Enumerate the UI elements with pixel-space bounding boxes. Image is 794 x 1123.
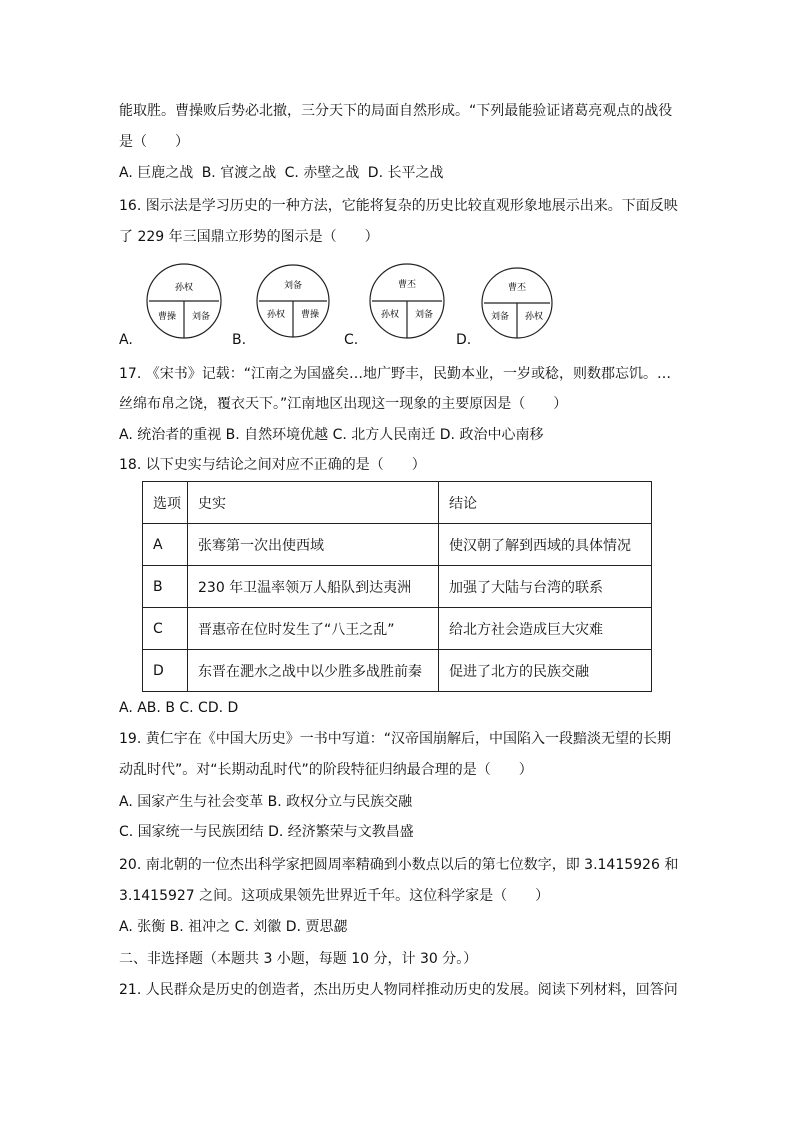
q16-diagram-a-letter: A. <box>119 332 133 348</box>
q21-line1: 21. 人民群众是历史的创造者，杰出历史人物同样推动历史的发展。阅读下列材料，回答问 <box>119 982 678 998</box>
q20-line2: 3.1415927 之间。这项成果领先世界近千年。这位科学家是（ ） <box>119 888 550 904</box>
q15-option-c: C. 赤壁之战 <box>284 165 360 181</box>
table-header-conclusion: 结论 <box>439 482 652 524</box>
q16-diagram-a-left: 曹操 <box>157 312 177 322</box>
q16-diagram-a-right: 刘备 <box>191 312 211 322</box>
table-cell-fact: 230 年卫温率领万人船队到达夷洲 <box>188 566 439 608</box>
q19-line1: 19. 黄仁宇在《中国大历史》一书中写道：“汉帝国崩解后，中国陷入一段黯淡无望的长期 <box>119 731 671 747</box>
q16-diagram-c-top: 曹丕 <box>397 280 417 290</box>
q16-diagram-c <box>369 263 445 339</box>
q16-diagram-b-left: 孙权 <box>266 310 286 320</box>
q20-options: A. 张衡 B. 祖冲之 C. 刘徽 D. 贾思勰 <box>119 919 348 935</box>
q16-diagram-b-letter: B. <box>232 332 247 348</box>
q16-diagram-a-top: 孙权 <box>174 283 194 293</box>
section-title: 二、非选择题（本题共 3 小题，每题 10 分，计 30 分。） <box>119 951 478 967</box>
q15-option-a: A. 巨鹿之战 <box>119 165 194 181</box>
table-cell-conclusion: 给北方社会造成巨大灾难 <box>439 608 652 650</box>
table-row <box>143 524 652 566</box>
q18-table <box>142 481 652 692</box>
table-cell-option: A <box>143 524 188 566</box>
q15-line2: 是（ ） <box>119 134 189 150</box>
q19-line2: 动乱时代”。对“长期动乱时代”的阶段特征归纳最合理的是（ ） <box>119 762 533 778</box>
table-cell-fact: 晋惠帝在位时发生了“八王之乱” <box>188 608 439 650</box>
q16-diagram-d-left: 刘备 <box>490 312 510 322</box>
q18-line1: 18. 以下史实与结论之间对应不正确的是（ ） <box>119 457 426 473</box>
q16-line1: 16. 图示法是学习历史的一种方法，它能将复杂的历史比较直观形象地展示出来。下面反映 <box>119 198 678 214</box>
q20-line1: 20. 南北朝的一位杰出科学家把圆周率精确到小数点以后的第七位数字，即 3.1415926 和 <box>119 857 679 873</box>
q16-diagram-c-left: 孙权 <box>380 310 400 320</box>
q17-line2: 丝绵布帛之饶，覆衣天下。”江南地区出现这一现象的主要原因是（ ） <box>119 396 568 412</box>
q16-line2: 了 229 年三国鼎立形势的图示是（ ） <box>119 229 379 245</box>
q15-option-d: D. 长平之战 <box>367 165 444 181</box>
table-row <box>143 566 652 608</box>
table-cell-fact: 东晋在淝水之战中以少胜多战胜前秦 <box>188 650 439 692</box>
q19-options-row1: A. 国家产生与社会变革 B. 政权分立与民族交融 <box>119 794 413 810</box>
table-cell-conclusion: 加强了大陆与台湾的联系 <box>439 566 652 608</box>
table-cell-option: C <box>143 608 188 650</box>
table-header-fact: 史实 <box>188 482 439 524</box>
q17-options: A. 统治者的重视 B. 自然环境优越 C. 北方人民南迁 D. 政治中心南移 <box>119 427 544 443</box>
q16-diagram-b <box>256 264 330 338</box>
table-cell-conclusion: 使汉朝了解到西域的具体情况 <box>439 524 652 566</box>
q16-diagram-d <box>481 267 553 339</box>
table-row <box>143 608 652 650</box>
q15-option-b: B. 官渡之战 <box>201 165 277 181</box>
q16-diagram-d-right: 孙权 <box>524 312 544 322</box>
q17-line1: 17. 《宋书》记载：“江南之为国盛矣…地广野丰，民勤本业，一岁或稔，则数郡忘饥。… <box>119 366 671 382</box>
q15-options <box>119 163 443 183</box>
table-cell-fact: 张骞第一次出使西域 <box>188 524 439 566</box>
table-header-option: 选项 <box>143 482 188 524</box>
q16-diagram-d-top: 曹丕 <box>507 283 527 293</box>
q16-diagram-b-right: 曹操 <box>300 310 320 320</box>
q19-options-row2: C. 国家统一与民族团结 D. 经济繁荣与文教昌盛 <box>119 824 414 840</box>
table-cell-option: D <box>143 650 188 692</box>
q16-diagram-c-right: 刘备 <box>414 310 434 320</box>
table-header-row <box>143 482 652 524</box>
q15-line1: 能取胜。曹操败后势必北撤，三分天下的局面自然形成。“下列最能验证诸葛亮观点的战役 <box>119 103 673 119</box>
q16-diagram-a <box>146 263 222 339</box>
table-cell-option: B <box>143 566 188 608</box>
table-row <box>143 650 652 692</box>
q16-diagram-d-letter: D. <box>456 332 472 348</box>
q16-diagram-c-letter: C. <box>344 332 359 348</box>
table-cell-conclusion: 促进了北方的民族交融 <box>439 650 652 692</box>
q18-options: A. AB. B C. CD. D <box>119 700 239 716</box>
q16-diagram-b-top: 刘备 <box>283 281 303 291</box>
